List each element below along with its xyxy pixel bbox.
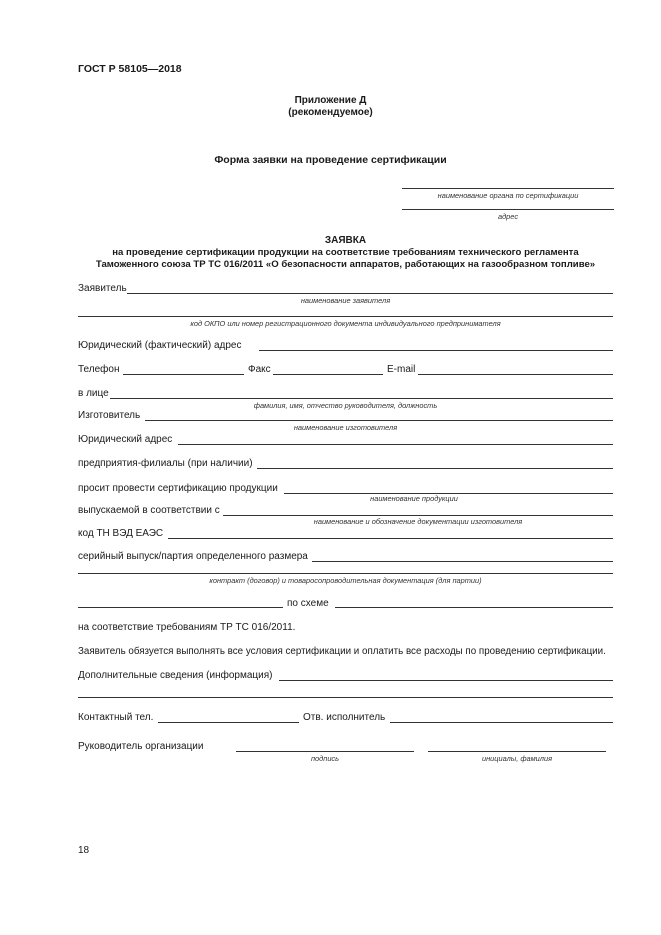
additional-line-2[interactable]	[78, 697, 613, 698]
application-line-1: на проведение сертификации продукции на соответствие требованиям технического регламента	[112, 247, 579, 258]
executor-label: Отв. исполнитель	[303, 712, 386, 723]
okpo-line[interactable]	[78, 316, 613, 317]
mfr-legal-address-label: Юридический адрес	[78, 434, 173, 445]
executor-line[interactable]	[390, 722, 613, 723]
application-line-2: Таможенного союза ТР ТС 016/2011 «О безопасности аппаратов, работающих на газообразном топливе»	[95, 259, 596, 270]
request-cert-label: просит провести сертификацию продукции	[78, 483, 278, 494]
obligation-text: Заявитель обязуется выполнять все условия сертификации и оплатить все расходы по проведению сертификации.	[78, 646, 606, 657]
scheme-prefix-line[interactable]	[78, 607, 283, 608]
produced-per-label: выпускаемой в соответствии с	[78, 505, 220, 516]
email-label: E-mail	[387, 364, 416, 375]
form-title: Форма заявки на проведение сертификации	[214, 154, 447, 166]
address-caption: адрес	[497, 212, 519, 221]
additional-line[interactable]	[279, 680, 613, 681]
contact-phone-label: Контактный тел.	[78, 712, 154, 723]
application-title: ЗАЯВКА	[324, 235, 367, 246]
branches-line[interactable]	[257, 468, 613, 469]
docs-line[interactable]	[223, 515, 613, 516]
manufacturer-caption: наименование изготовителя	[293, 423, 398, 432]
phone-label: Телефон	[78, 364, 120, 375]
signature-caption: подпись	[310, 754, 340, 763]
annex-title: Приложение Д	[294, 95, 367, 106]
additional-label: Дополнительные сведения (информация)	[78, 670, 273, 681]
organ-caption: наименование органа по сертификации	[437, 191, 579, 200]
fax-label: Факс	[248, 364, 271, 375]
docs-caption: наименование и обозначение документации изготовителя	[313, 517, 523, 526]
applicant-caption: наименование заявителя	[300, 296, 391, 305]
standard-number: ГОСТ Р 58105—2018	[78, 63, 182, 75]
okpo-caption: код ОКПО или номер регистрационного документа индивидуального предпринимателя	[190, 319, 501, 328]
signature-line[interactable]	[236, 751, 414, 752]
applicant-label: Заявитель	[78, 283, 127, 294]
compliance-text: на соответствие требованиям ТР ТС 016/2011.	[78, 622, 296, 633]
in-person-line[interactable]	[110, 398, 613, 399]
contract-line[interactable]	[78, 573, 613, 574]
email-line[interactable]	[418, 374, 613, 375]
in-person-label: в лице	[78, 388, 109, 399]
initials-line[interactable]	[428, 751, 606, 752]
scheme-line[interactable]	[335, 607, 613, 608]
scheme-label: по схеме	[287, 598, 329, 609]
serial-line[interactable]	[312, 561, 613, 562]
legal-address-label: Юридический (фактический) адрес	[78, 340, 242, 351]
phone-line[interactable]	[123, 374, 244, 375]
initials-caption: инициалы, фамилия	[481, 754, 553, 763]
head-label: Руководитель организации	[78, 741, 204, 752]
manufacturer-line[interactable]	[145, 420, 613, 421]
branches-label: предприятия-филиалы (при наличии)	[78, 458, 253, 469]
legal-address-line[interactable]	[259, 350, 613, 351]
manufacturer-label: Изготовитель	[78, 410, 141, 421]
contract-caption: контракт (договор) и товаросопроводительная документация (для партии)	[209, 576, 482, 585]
tn-ved-label: код ТН ВЭД ЕАЭС	[78, 528, 164, 539]
address-line[interactable]	[402, 209, 614, 210]
page-number: 18	[78, 845, 90, 856]
annex-subtitle: (рекомендуемое)	[288, 107, 373, 118]
organ-line[interactable]	[402, 188, 614, 189]
contact-phone-line[interactable]	[158, 722, 299, 723]
mfr-legal-address-line[interactable]	[178, 444, 613, 445]
tn-ved-line[interactable]	[168, 538, 613, 539]
in-person-caption: фамилия, имя, отчество руководителя, должность	[253, 401, 438, 410]
applicant-line[interactable]	[127, 293, 613, 294]
fax-line[interactable]	[273, 374, 383, 375]
product-caption: наименование продукции	[370, 494, 458, 503]
serial-label: серийный выпуск/партия определенного размера	[78, 551, 308, 562]
